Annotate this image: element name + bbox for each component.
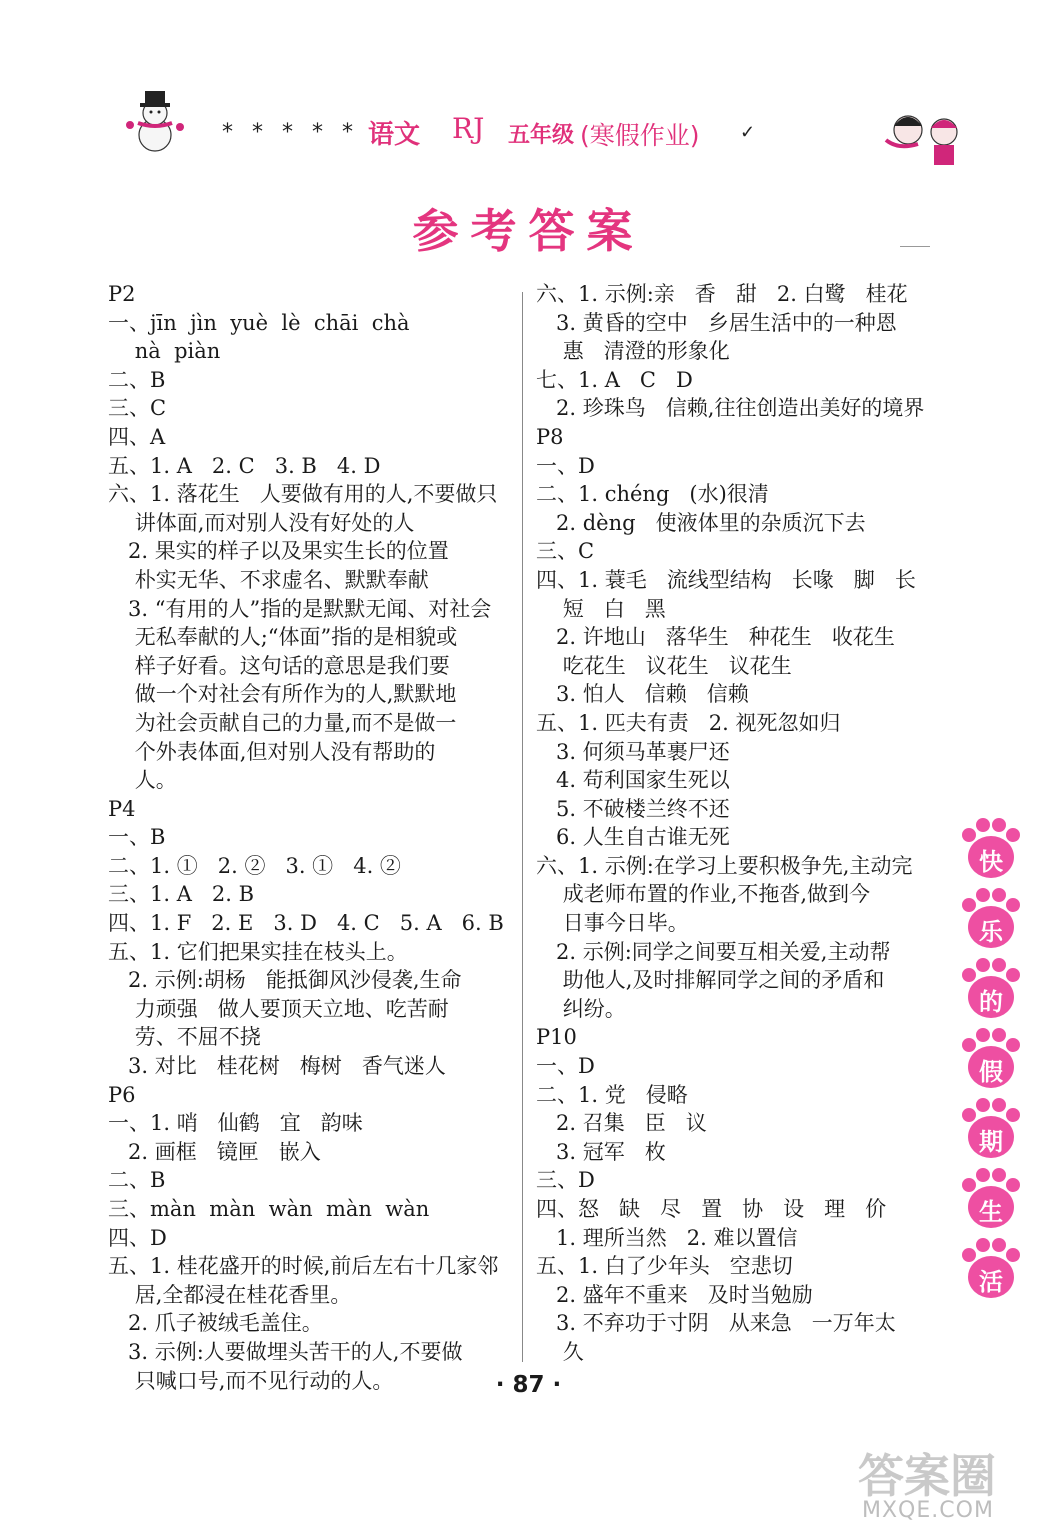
term-label: (寒假作业) — [580, 121, 700, 150]
answer-line: 3. 怕人 信赖 信赖 — [536, 682, 749, 707]
answer-line: 3. 示例:人要做埋头苦干的人,不要做 — [108, 1339, 463, 1364]
answer-line: 一、D — [536, 453, 595, 478]
left-answer-column — [108, 280, 518, 1395]
answer-line: 为社会贡献自己的力量,而不是做一 — [108, 710, 457, 735]
answer-line: 五、1. 白了少年头 空悲切 — [536, 1254, 793, 1279]
side-label-char: 期 — [979, 1128, 1003, 1156]
page-number: · 87 · — [495, 1372, 562, 1398]
side-label-char: 的 — [979, 988, 1003, 1016]
answer-line: 五、1. 桂花盛开的时候,前后左右十几家邻 — [108, 1254, 499, 1279]
answer-line: 二、1. chéng (水)很清 — [536, 482, 769, 507]
answer-line: 5. 不破楼兰终不还 — [536, 796, 730, 821]
answer-line: 2. dèng 使液体里的杂质沉下去 — [536, 510, 866, 535]
page-header — [0, 0, 1057, 175]
answer-line: 日事今日毕。 — [536, 911, 689, 936]
answer-line: 2. 示例:同学之间要互相关爱,主动帮 — [536, 939, 891, 964]
answer-line: 一、D — [536, 1054, 595, 1079]
answer-line: 五、1. 匹夫有责 2. 视死忽如归 — [536, 710, 841, 735]
answer-line: 五、1. A 2. C 3. B 4. D — [108, 453, 381, 478]
watermark-domain: MXQE.COM — [862, 1498, 994, 1523]
answer-line: 二、1. ① 2. ② 3. ① 4. ② — [108, 853, 401, 878]
answer-line: 四、A — [108, 424, 166, 449]
answer-line: 成老师布置的作业,不拖沓,做到今 — [536, 882, 871, 907]
paw-print-icon — [960, 1168, 1022, 1230]
snowman-mascot-icon — [110, 85, 200, 155]
answer-line: 2. 盛年不重来 及时当勉励 — [536, 1282, 813, 1307]
answer-line: 七、1. A C D — [536, 367, 693, 392]
grade-label: 五年级 — [508, 123, 575, 148]
edition-label: RJ — [452, 112, 485, 145]
answer-line: 讲体面,而对别人没有好处的人 — [108, 510, 415, 535]
answer-line: nà piàn — [108, 339, 221, 364]
answer-line: 六、1. 示例:亲 香 甜 2. 白鹭 桂花 — [536, 282, 908, 306]
answer-line: 力顽强 做人要顶天立地、吃苦耐 — [108, 996, 449, 1021]
column-divider — [522, 292, 523, 1362]
answer-line: 居,全都浸在桂花香里。 — [108, 1282, 352, 1307]
answer-line: 助他人,及时排解同学之间的矛盾和 — [536, 968, 885, 993]
side-label-char: 假 — [979, 1058, 1003, 1086]
paw-print-icon — [960, 818, 1022, 880]
answer-line: 短 白 黑 — [536, 596, 666, 621]
answer-line: P10 — [536, 1025, 577, 1050]
answer-line: 2. 爪子被绒毛盖住。 — [108, 1311, 323, 1336]
answer-line: 2. 珍珠鸟 信赖,往往创造出美好的境界 — [536, 396, 925, 421]
answer-line: 三、màn màn wàn màn wàn — [108, 1197, 430, 1221]
answer-line: P8 — [536, 424, 564, 449]
answer-line: 3. 冠军 枚 — [536, 1139, 666, 1164]
check-mark: ✓ — [740, 122, 756, 143]
answer-line: 纠纷。 — [536, 996, 626, 1021]
answer-line: 三、C — [536, 539, 595, 564]
kids-mascot-icon — [878, 100, 973, 170]
answer-line: 二、B — [108, 1168, 166, 1193]
answer-line: 样子好看。这句话的意思是我们要 — [108, 653, 450, 678]
side-label-char: 乐 — [979, 918, 1003, 946]
answer-line: 6. 人生自古谁无死 — [536, 825, 730, 850]
answer-line: 3. 黄昏的空中 乡居生活中的一种恩 — [536, 310, 897, 335]
answer-line: 3. “有用的人”指的是默默无闻、对社会 — [108, 596, 492, 621]
answer-line: 一、jīn jìn yuè lè chāi chà — [108, 310, 410, 335]
answer-line: 2. 画框 镜匣 嵌入 — [108, 1139, 321, 1164]
answer-line: 2. 许地山 落华生 种花生 收花生 — [536, 625, 895, 650]
site-watermark — [848, 1440, 1048, 1530]
answer-line: 4. 苟利国家生死以 — [536, 768, 730, 793]
right-answer-column — [536, 280, 946, 1367]
title-underline — [900, 246, 930, 247]
answer-line: 朴实无华、不求虚名、默默奉献 — [108, 567, 429, 592]
answer-line: 一、1. 哨 仙鹤 宜 韵味 — [108, 1111, 363, 1136]
answer-line: 2. 示例:胡杨 能抵御风沙侵袭,生命 — [108, 968, 462, 993]
page-title: 参考答案 — [412, 204, 645, 258]
answer-line: 四、1. 蓑毛 流线型结构 长喙 脚 长 — [536, 567, 916, 592]
answer-line: 做一个对社会有所作为的人,默默地 — [108, 682, 457, 707]
paw-print-icon — [960, 1098, 1022, 1160]
header-stars: * * * * * — [222, 120, 359, 145]
answer-line: 1. 理所当然 2. 难以置信 — [536, 1225, 798, 1250]
side-label-paws — [950, 818, 1040, 1308]
paw-print-icon — [960, 1028, 1022, 1090]
answer-line: 一、B — [108, 825, 166, 850]
side-label-char: 生 — [979, 1198, 1003, 1226]
answer-line: 人。 — [108, 768, 177, 793]
answer-line: 个外表体面,但对别人没有帮助的 — [108, 739, 436, 764]
answer-line: 2. 果实的样子以及果实生长的位置 — [108, 539, 449, 564]
answer-line: 3. 何须马革裹尸还 — [536, 739, 730, 764]
subject-label: 语文 — [368, 120, 421, 150]
answer-line: 六、1. 示例:在学习上要积极争先,主动完 — [536, 853, 913, 878]
side-label-char: 快 — [979, 848, 1003, 876]
answer-line: 二、B — [108, 367, 166, 392]
answer-line: 吃花生 议花生 议花生 — [536, 653, 792, 678]
answer-line: P6 — [108, 1082, 136, 1107]
answer-line: 四、D — [108, 1225, 167, 1250]
answer-line: 六、1. 落花生 人要做有用的人,不要做只 — [108, 482, 498, 507]
answer-line: 惠 清澄的形象化 — [536, 339, 730, 364]
side-label-char: 活 — [979, 1268, 1003, 1296]
answer-line: P4 — [108, 796, 136, 821]
answer-line: 四、1. F 2. E 3. D 4. C 5. A 6. B — [108, 911, 504, 936]
answer-line: 2. 召集 臣 议 — [536, 1111, 707, 1136]
paw-print-icon — [960, 888, 1022, 950]
answer-line: 久 — [536, 1339, 584, 1364]
answer-line: 三、C — [108, 396, 167, 421]
paw-print-icon — [960, 958, 1022, 1020]
watermark-logo-text: 答案圈 — [858, 1449, 996, 1503]
answer-line: 四、怒 缺 尽 置 协 设 理 价 — [536, 1197, 887, 1221]
paw-print-icon — [960, 1238, 1022, 1300]
answer-line: 三、D — [536, 1168, 595, 1193]
answer-line: 劳、不屈不挠 — [108, 1025, 261, 1050]
answer-line: 只喊口号,而不见行动的人。 — [108, 1368, 394, 1393]
answer-line: 3. 对比 桂花树 梅树 香气迷人 — [108, 1054, 446, 1079]
answer-line: 3. 不弃功于寸阴 从来急 一万年太 — [536, 1311, 896, 1336]
answer-line: P2 — [108, 282, 136, 306]
answer-line: 三、1. A 2. B — [108, 882, 255, 907]
answer-line: 无私奉献的人;“体面”指的是相貌或 — [108, 625, 458, 650]
answer-line: 二、1. 党 侵略 — [536, 1082, 688, 1107]
answer-line: 五、1. 它们把果实挂在枝头上。 — [108, 939, 408, 964]
